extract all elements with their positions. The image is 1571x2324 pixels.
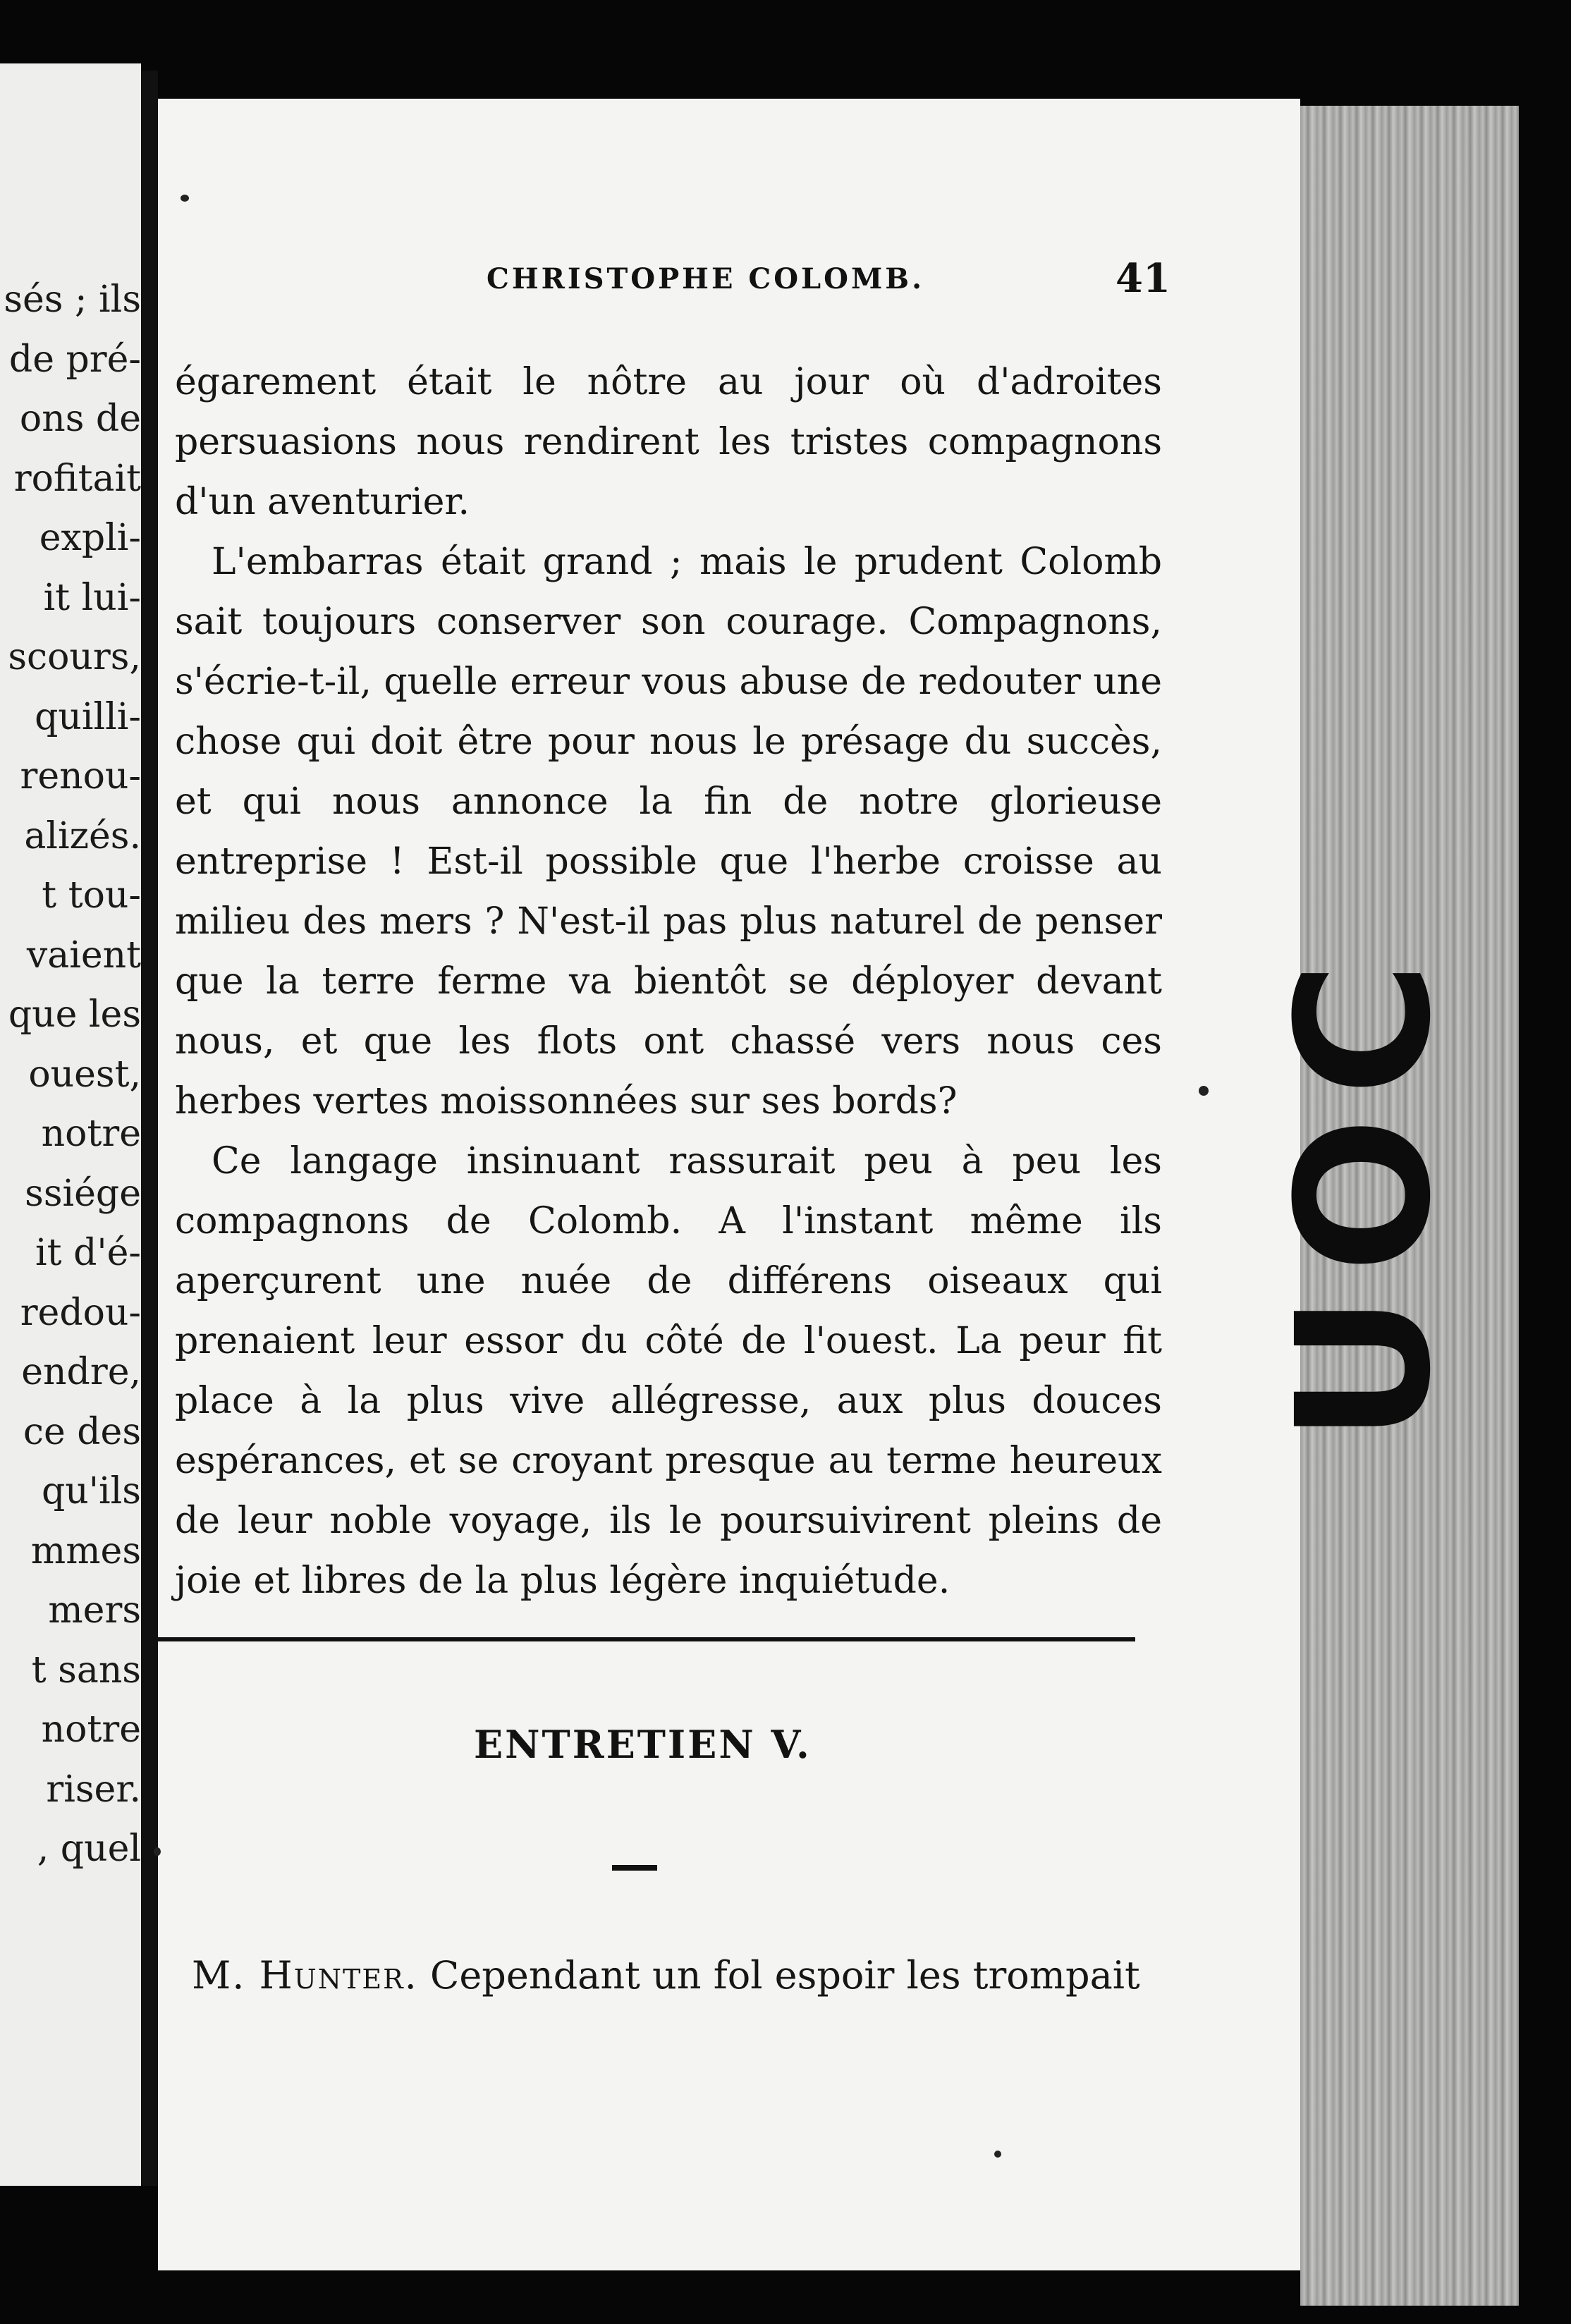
stamp-text: UOC xyxy=(1258,940,1471,1443)
running-title: CHRISTOPHE COLOMB. xyxy=(487,262,925,295)
section-rule xyxy=(149,1637,1135,1641)
body-text xyxy=(175,353,1162,1611)
dialogue-text: Cependant un fol espoir les trompait xyxy=(430,1953,1140,1998)
left-page-line: notre xyxy=(41,1113,141,1155)
ink-speck xyxy=(181,195,189,202)
left-facing-page xyxy=(0,63,141,2186)
left-page-line: vaient xyxy=(26,934,141,977)
left-page-line: de pré- xyxy=(8,338,141,381)
left-page-line: ce des xyxy=(23,1410,141,1453)
paragraph: L'embarras était grand ; mais le prudent Colomb sait toujours conserver son courage. Compagnons, s'écrie-t-il, quelle erreur vous abuse de redouter une chose qui doit être pour nous le présage du succès, et qui nous annonce la fin de notre glorieuse entreprise ! Est-il possible que l'herbe croisse au milieu des mers ? N'est-il pas plus naturel de penser que la terre ferme va bientôt se déployer devant nous, et que les flots ont chassé vers nous ces herbes vertes moissonnées sur ses bords? xyxy=(175,541,1162,1123)
left-page-line: ons de xyxy=(19,398,141,440)
left-page-line: ssiége xyxy=(25,1172,141,1215)
left-page-line: quilli- xyxy=(35,695,141,738)
left-page-line: mers xyxy=(48,1589,141,1632)
left-page-line: notre xyxy=(41,1708,141,1751)
binding-gutter xyxy=(141,71,158,2186)
left-page-line: mmes xyxy=(30,1529,141,1572)
left-page-line: endre, xyxy=(21,1351,141,1393)
page-number: 41 xyxy=(1115,255,1170,302)
left-page-line: que les xyxy=(8,993,141,1036)
left-page-line: renou- xyxy=(20,755,141,797)
paragraph: égarement était le nôtre au jour où d'adroites persuasions nous rendirent les tristes compagnons d'un aventurier. xyxy=(175,361,1162,523)
paragraph: Ce langage insinuant rassurait peu à peu les compagnons de Colomb. A l'instant même ils aperçurent une nuée de différens oiseaux qui prenaient leur essor du côté de l'ouest. La peur fit place à la plus vive allégresse, aux plus douces espérances, et se croyant presque au terme heureux de leur noble voyage, ils le poursuivirent pleins de joie et libres de la plus légère inquiétude. xyxy=(175,1140,1162,1602)
left-page-line: ouest, xyxy=(28,1053,141,1096)
chapter-dash xyxy=(612,1865,657,1871)
left-page-line: it lui- xyxy=(43,576,141,619)
left-page-line: it d'é- xyxy=(35,1232,141,1274)
left-page-line: qu'ils xyxy=(41,1470,141,1512)
library-stamp xyxy=(1258,938,1471,1445)
ink-speck xyxy=(154,1847,161,1856)
left-page-line: alizés. xyxy=(24,814,141,857)
ink-speck xyxy=(994,2151,1001,2158)
left-page-line: redou- xyxy=(20,1291,141,1334)
chapter-title: ENTRETIEN V. xyxy=(474,1722,812,1767)
dialogue-line xyxy=(192,1953,1140,1998)
left-page-line: riser. xyxy=(46,1768,141,1811)
left-page-line: rofitait xyxy=(13,457,141,500)
left-page-line: t sans xyxy=(31,1649,141,1692)
left-page-line: , quel xyxy=(37,1828,141,1870)
left-page-line: expli- xyxy=(39,517,141,559)
ink-speck xyxy=(1199,1086,1209,1096)
left-page-line: sés ; ils xyxy=(4,279,141,321)
speaker-name: M. Hunter. xyxy=(192,1953,418,1998)
left-page-line: t tou- xyxy=(42,874,141,917)
left-page-line: scours, xyxy=(8,636,141,678)
